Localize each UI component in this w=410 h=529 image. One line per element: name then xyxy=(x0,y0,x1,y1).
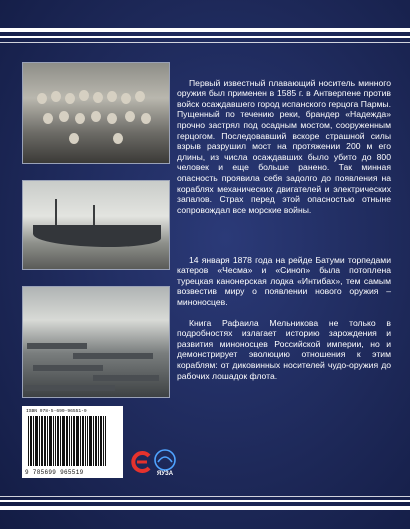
harbor-torpedo-boats-photo xyxy=(22,286,170,398)
torpedo-boat-drydock-photo xyxy=(22,180,170,270)
eksmo-logo-icon xyxy=(131,450,151,474)
bottom-stripe xyxy=(0,506,410,510)
blurb-paragraph-1: Первый известный плавающий носитель минного оружия был применен в 1585 г. в Антверпене против войск осаждавшего город испанского герцога Пармы. Пущенный по течению реки, брандер «Надежда» прочно застрял под осадным мостом, сооруженным герцогом. Последовавший вскоре страшной силы взрыв разрушил мост на протяжении 200 м его длины, из числа осаждавших было убито до 800 человек и еще больше ранено. Так минная опасность проявила себя задолго до появления на кораблях механических двигателей и электрических запалов. Страх перед этой опасностью отныне сопровождал все морские войны. xyxy=(177,77,391,215)
barcode-bars xyxy=(28,416,117,466)
top-stripe xyxy=(0,42,410,43)
top-stripe xyxy=(0,28,410,32)
yauza-logo-icon xyxy=(153,448,177,476)
blurb-paragraph-2: 14 января 1878 года на рейде Батуми торпедами катеров «Чесма» и «Синоп» была потоплена турецкая канонерская лодка «Интибах», тем самым возвестив миру о появлении нового оружия – миноносцев. xyxy=(177,254,391,307)
barcode-number: 9 785699 965519 xyxy=(25,469,84,476)
bottom-stripe xyxy=(0,496,410,497)
bottom-stripe xyxy=(0,500,410,502)
svg-text:ЯУЗА: ЯУЗА xyxy=(156,471,174,476)
blurb-paragraph-3: Книга Рафаила Мельникова не только в подробностях излагает историю зарождения и развития миноносцев Российской империи, но и демонстрирует эволюцию отношения к этим кораблям: от диковинных носителей чудо-оружия до рабочих лошадок флота. xyxy=(177,317,391,381)
top-stripe xyxy=(0,36,410,38)
isbn-barcode xyxy=(22,406,123,478)
crew-photo xyxy=(22,62,170,164)
isbn-label: ISBN 978-5-699-96551-9 xyxy=(26,409,87,414)
